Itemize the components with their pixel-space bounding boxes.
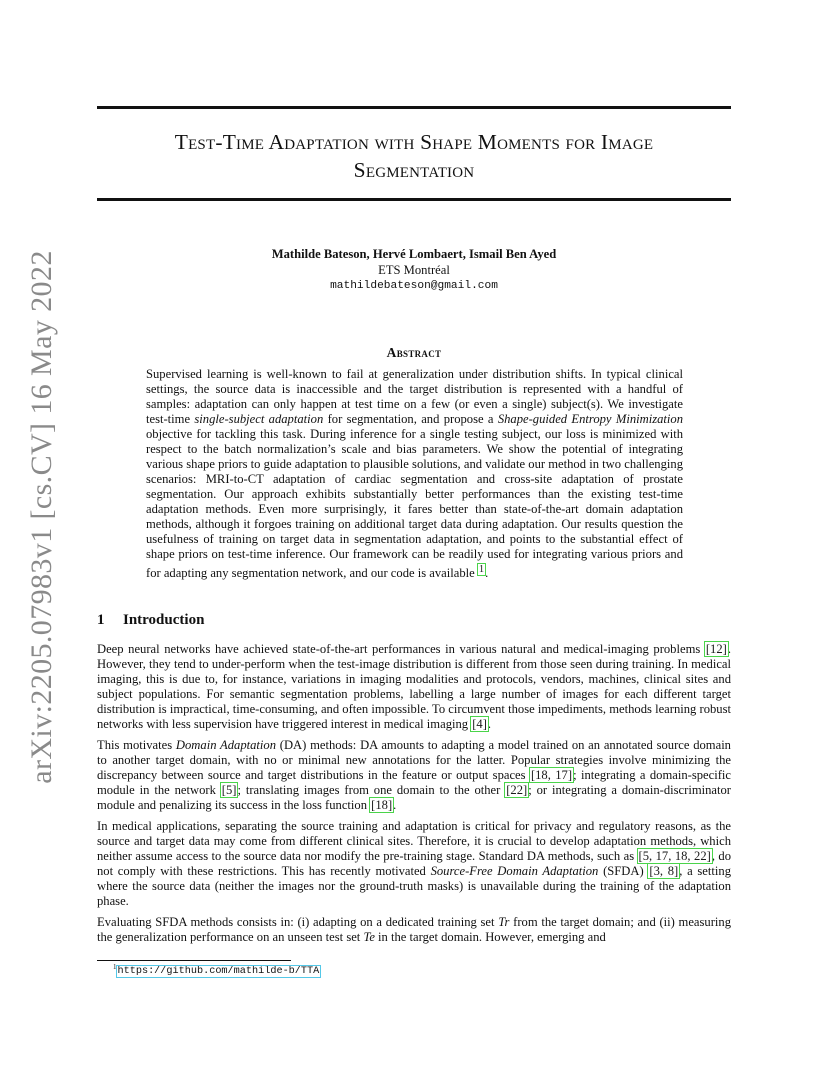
section-number: 1 xyxy=(97,612,105,628)
citation-link[interactable]: [5, 17, 18, 22] xyxy=(638,849,711,863)
text-run: . xyxy=(487,717,492,731)
abstract-part: . xyxy=(485,566,489,581)
abstract-emphasis: Shape-guided Entropy Minimization xyxy=(497,412,683,426)
footnote-link[interactable]: 1 xyxy=(478,564,485,575)
text-emphasis: Tr xyxy=(498,915,510,929)
text-run: Deep neural networks have achieved state-of-the-art performances in various natural and medical-imaging problems xyxy=(97,642,705,656)
text-emphasis: Domain Adaptation xyxy=(175,738,276,752)
paragraph xyxy=(97,915,731,945)
text-run: in the target domain. However, emerging and xyxy=(374,930,606,944)
citation-link[interactable]: [5] xyxy=(221,783,237,797)
citation-link[interactable]: [12] xyxy=(705,642,727,656)
text-run: , do not comply with these restrictions. This has recently motivated xyxy=(97,849,732,878)
arxiv-stamp: arXiv:2205.07983v1 [cs.CV] 16 May 2022 xyxy=(25,250,58,784)
affiliation: ETS Montréal xyxy=(378,263,450,277)
title-line-1: Test-Time Adaptation with Shape Moments for Image xyxy=(174,130,654,154)
footnote-mark: 1 xyxy=(113,963,117,971)
footnote-url-link[interactable]: https://github.com/mathilde-b/TTA xyxy=(117,966,320,978)
citation-link[interactable]: [4] xyxy=(472,717,487,731)
footnote-rule xyxy=(97,960,291,961)
abstract-text xyxy=(146,367,683,581)
author-names: Mathilde Bateson, Hervé Lombaert, Ismail Ben Ayed xyxy=(271,247,557,261)
text-run: ; translating images from one domain to the other xyxy=(237,783,506,797)
text-run: from the target domain; and (ii) measuring the generalization performance on an unseen test set xyxy=(97,915,731,944)
citation-link[interactable]: [3, 8] xyxy=(649,864,679,878)
citation-link[interactable]: [18] xyxy=(371,798,393,812)
text-run: ; or integrating a domain-discriminator module and penalizing its success in the loss function xyxy=(97,783,731,812)
abstract-part: objective for tackling this task. During inference for a single testing subject, our loss is minimized with respect to the batch normalization’s scale and bias parameters. We show the potential of integrating various shape priors to guide adaptation to plausible solutions, and validate our method in two challenging scenarios: MRI-to-CT adaptation of cardiac segmentation and cross-site adaptation of prostate segmentation. Our approach exhibits substantially better performances than the existing test-time adaptation methods. Even more surprisingly, it fares better than state-of-the-art domain adaptation methods, although it forgoes training on additional target data during adaptation. Our results question the usefulness of training on target data in segmentation adaptation, and points to the substantial effect of shape priors on test-time inference. Our framework can be readily used for integrating various priors and for adapting any segmentation network, and our code is available xyxy=(146,427,683,581)
text-run: . However, they tend to under-perform when the test-image distribution is different from those seen during training. In medical imaging, this is due to, for instance, variations in imaging modalities and protocols, vendors, machines, clinical sites and subject populations. For semantic segmentation problems, labelling a large number of images for each different target distribution is impractical, time-consuming, and often impossible. To circumvent those impediments, methods learning robust networks with less supervision have triggered interest in medical imaging xyxy=(97,642,731,731)
text-run: Evaluating SFDA methods consists in: (i) adapting on a dedicated training set xyxy=(97,915,499,929)
top-rule xyxy=(97,106,731,109)
text-run: (SFDA) xyxy=(598,864,649,878)
title-bottom-rule xyxy=(97,198,731,201)
section-heading xyxy=(97,612,204,629)
author-email[interactable]: mathildebateson@gmail.com xyxy=(330,280,498,292)
footnote xyxy=(113,963,320,977)
text-emphasis: Source-Free Domain Adaptation xyxy=(430,864,599,878)
section-title: Introduction xyxy=(123,612,205,628)
text-run: In medical applications, separating the source training and adaptation is critical for privacy and regulatory reasons, as the source and target data may come from different clinical sites. Therefore, it is crucial to develop adaptation methods, which neither assume access to the source data nor modify the pre-training stage. Standard DA methods, such as xyxy=(97,819,731,863)
abstract-part: for segmentation, and propose a xyxy=(323,412,498,426)
paragraph xyxy=(97,642,731,732)
body-text xyxy=(97,642,731,951)
citation-link[interactable]: [18, 17] xyxy=(530,768,573,782)
paragraph xyxy=(97,819,731,909)
paragraph xyxy=(97,738,731,813)
text-run: , a setting where the source data (neither the images nor the ground-truth masks) is unavailable during the training of the adaptation phase. xyxy=(97,864,731,908)
author-block xyxy=(97,246,731,294)
text-emphasis: Te xyxy=(363,930,375,944)
title-line-2: Segmentation xyxy=(353,158,475,182)
text-run: (DA) methods: DA amounts to adapting a model trained on an annotated source domain to another target domain, with no or minimal new annotations for the latter. Popular strategies involve minimizing the discrepancy between source and target distributions in the feature or output spaces xyxy=(97,738,731,782)
citation-link[interactable]: [22] xyxy=(506,783,528,797)
text-run: . xyxy=(393,798,397,812)
abstract-heading: Abstract xyxy=(386,345,442,360)
text-run: ; integrating a domain-specific module in the network xyxy=(97,768,732,797)
text-run: This motivates xyxy=(97,738,176,752)
abstract-part: Supervised learning is well-known to fail at generalization under distribution shifts. In typical clinical settings, the source data is inaccessible and the target distribution is represented with a handful of samples: adaptation can only happen at test time on a few (or even a single) subject(s). We investigate test-time xyxy=(146,367,683,426)
paper-title xyxy=(97,128,731,184)
abstract-emphasis: single-subject adaptation xyxy=(194,412,324,426)
